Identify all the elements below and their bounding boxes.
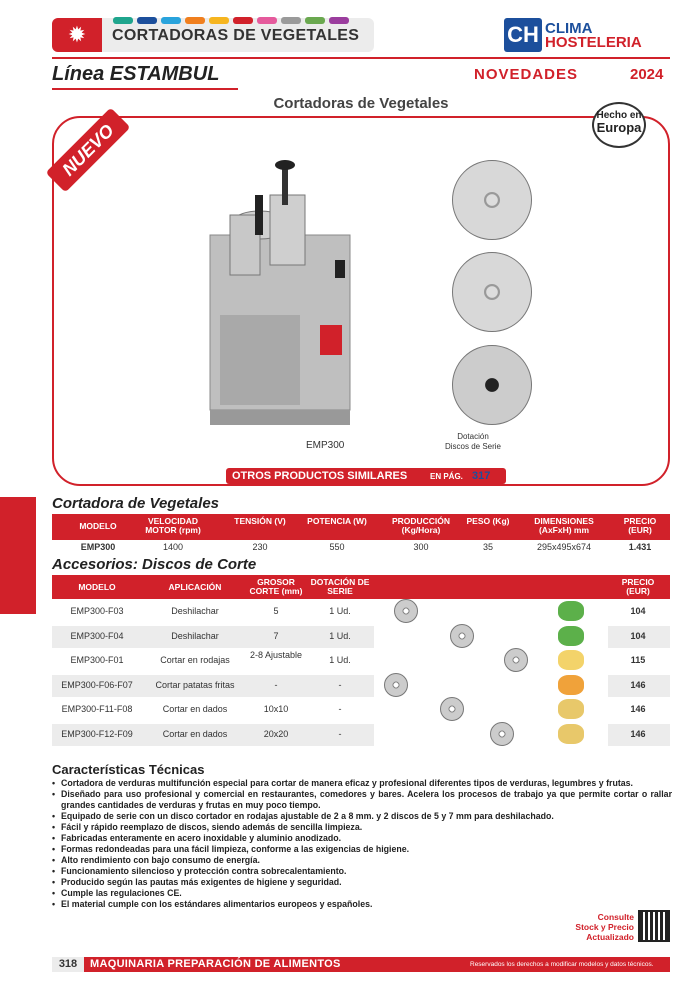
feature-item: • El material cumple con los estándares alimentarios europeos y españoles. — [52, 899, 672, 910]
feature-item: • Funcionamiento silencioso y protección contra sobrecalentamiento. — [52, 866, 672, 877]
color-swatch — [137, 17, 157, 24]
product-line-title: Línea ESTAMBUL — [52, 63, 220, 85]
color-swatch — [233, 17, 253, 24]
otros-productos-text: OTROS PRODUCTOS SIMILARES — [232, 470, 408, 482]
footer-rights: Reservados los derechos a modificar modelos y datos técnicos. — [470, 961, 654, 968]
disc-thumbnail — [504, 648, 528, 672]
disc-thumbnail — [394, 599, 418, 623]
th-precio: PRECIO (EUR) — [623, 516, 657, 535]
year-label: 2024 — [630, 66, 664, 83]
table-cell: - — [274, 680, 278, 690]
th-aplicacion: APLICACIÓN — [168, 582, 222, 592]
table-cell: 5 — [273, 606, 279, 616]
table-cell: 10x10 — [263, 704, 289, 714]
category-title: CORTADORAS DE VEGETALES — [112, 27, 360, 44]
table-cell: 104 — [630, 631, 646, 641]
cell: 300 — [413, 542, 429, 552]
th-modelo: MODELO — [79, 521, 117, 531]
dotacion-line: Discos de Serie — [444, 442, 502, 451]
table-cell: 146 — [630, 704, 646, 714]
cell: 230 — [252, 542, 268, 552]
cell: 35 — [482, 542, 493, 552]
otros-page-link[interactable]: 317 — [472, 470, 491, 482]
th-peso: PESO (Kg) — [466, 516, 510, 526]
table-cell: Cortar patatas fritas — [155, 680, 235, 690]
footer-title: MAQUINARIA PREPARACIÓN DE ALIMENTOS — [90, 958, 341, 970]
table-cell: 1 Ud. — [329, 606, 351, 616]
dotacion-line: Dotación — [457, 432, 489, 441]
consulte-line: Stock y Precio — [575, 922, 634, 932]
feature-item: • Alto rendimiento con bajo consumo de energía. — [52, 855, 672, 866]
brand-name-line2: HOSTELERIA — [545, 34, 642, 51]
th-grosor: GROSOR CORTE (mm) — [249, 577, 303, 596]
vegetable-image — [558, 675, 584, 695]
table-cell: 115 — [630, 655, 646, 665]
color-swatch — [113, 17, 133, 24]
page-subtitle: Cortadoras de Vegetales — [273, 95, 449, 112]
table1-title: Cortadora de Vegetales — [52, 495, 219, 512]
th-precio: PRECIO (EUR) — [621, 577, 655, 596]
feature-item: • Cortadora de verduras multifunción especial para cortar de manera eficaz y profesional diferentes tipos de verduras, legumbres y frutas. — [52, 778, 672, 789]
table-cell: Cortar en dados — [162, 704, 228, 714]
color-swatch — [257, 17, 277, 24]
th-potencia: POTENCIA (W) — [307, 516, 367, 526]
side-tab — [0, 497, 36, 614]
th-tension: TENSIÓN (V) — [234, 516, 286, 526]
color-swatches — [113, 17, 349, 24]
feature-item: • Cumple las regulaciones CE. — [52, 888, 672, 899]
table-cell: Cortar en rodajas — [160, 655, 230, 665]
disc-image — [452, 252, 532, 332]
th-modelo: MODELO — [78, 582, 116, 592]
dotacion-label — [440, 432, 506, 452]
th-velocidad: VELOCIDAD MOTOR (rpm) — [145, 516, 201, 535]
cell: 1400 — [162, 542, 184, 552]
disc-image — [452, 160, 532, 240]
vegetable-image — [558, 626, 584, 646]
th-dotacion: DOTACIÓN DE SERIE — [310, 577, 370, 596]
table-cell: EMP300-F11-F08 — [61, 704, 133, 714]
product-frame — [52, 116, 670, 486]
cell: 550 — [329, 542, 345, 552]
novedades-label: NOVEDADES — [474, 66, 579, 83]
brand-name-line1: CLIMA — [545, 20, 593, 37]
disc-image — [452, 345, 532, 425]
color-swatch — [161, 17, 181, 24]
table-cell: 1 Ud. — [329, 655, 351, 665]
consulte-link[interactable] — [560, 912, 634, 942]
table-cell: - — [338, 680, 342, 690]
consulte-line: Actualizado — [586, 932, 634, 942]
table-cell: 146 — [630, 680, 646, 690]
vegetable-image — [558, 699, 584, 719]
color-swatch — [305, 17, 325, 24]
gear-icon: ✹ — [52, 18, 102, 52]
divider — [52, 57, 670, 59]
th-dimensiones: DIMENSIONES (AxFxH) mm — [534, 516, 594, 535]
color-swatch — [281, 17, 301, 24]
table-cell: Deshilachar — [171, 606, 219, 616]
qr-code-icon[interactable] — [638, 910, 670, 942]
cell: 295x495x674 — [536, 542, 592, 552]
table-cell: 104 — [630, 606, 646, 616]
product-model-label: EMP300 — [306, 440, 345, 451]
brand-logo-icon: CH — [504, 18, 542, 52]
table-cell: 1 Ud. — [329, 631, 351, 641]
table-cell: EMP300-F12-F09 — [61, 729, 133, 739]
color-swatch — [185, 17, 205, 24]
feature-item: • Equipado de serie con un disco cortador en rodajas ajustable de 2 a 8 mm. y 2 discos de 5 y 7 mm para deshilachado. — [52, 811, 672, 822]
table-cell: 2-8 Ajustable — [249, 650, 303, 660]
table-cell: 7 — [273, 631, 279, 641]
disc-thumbnail — [440, 697, 464, 721]
vegetable-image — [558, 650, 584, 670]
cell: 1.431 — [628, 542, 652, 552]
feature-item: • Producido según las pautas más exigentes de higiene y seguridad. — [52, 877, 672, 888]
consulte-line: Consulte — [597, 912, 634, 922]
features-list — [52, 778, 672, 910]
table-cell: 20x20 — [263, 729, 289, 739]
otros-en-label: EN PÁG. — [430, 472, 463, 481]
table-cell: - — [338, 729, 342, 739]
table-cell: Deshilachar — [171, 631, 219, 641]
feature-item: • Fácil y rápido reemplazo de discos, siendo además de sencilla limpieza. — [52, 822, 672, 833]
disc-thumbnail — [384, 673, 408, 697]
table-cell: EMP300-F01 — [70, 655, 124, 665]
table-cell: EMP300-F06-F07 — [61, 680, 133, 690]
disc-thumbnail — [490, 722, 514, 746]
nuevo-badge: NUEVO — [46, 108, 131, 193]
machine-image — [200, 155, 360, 445]
hecho-en-europa-badge — [592, 102, 646, 148]
feature-item: • Fabricadas enteramente en acero inoxidable y aluminio anodizado. — [52, 833, 672, 844]
caracteristicas-title: Características Técnicas — [52, 762, 205, 777]
badge-line: Hecho en — [596, 110, 642, 121]
table-cell: 146 — [630, 729, 646, 739]
table-cell: EMP300-F04 — [70, 631, 124, 641]
th-produccion: PRODUCCIÓN (Kg/Hora) — [391, 516, 451, 535]
table2-title: Accesorios: Discos de Corte — [52, 556, 257, 573]
vegetable-image — [558, 724, 584, 744]
disc-thumbnail — [450, 624, 474, 648]
table-cell: Cortar en dados — [162, 729, 228, 739]
badge-line: Europa — [596, 120, 642, 135]
vegetable-image — [558, 601, 584, 621]
divider — [52, 88, 238, 90]
feature-item: • Diseñado para uso profesional y comercial en restaurantes, comedores y bares. Acelera los procesos de trabajo ya que permite cortar o rallar grandes cantidades de verduras y frutas en muy poco tiempo. — [52, 789, 672, 811]
table-cell: EMP300-F03 — [70, 606, 124, 616]
cell: EMP300 — [80, 542, 116, 552]
color-swatch — [209, 17, 229, 24]
table-cell: - — [338, 704, 342, 714]
page-number: 318 — [52, 957, 84, 972]
feature-item: • Formas redondeadas para una fácil limpieza, conforme a las exigencias de higiene. — [52, 844, 672, 855]
color-swatch — [329, 17, 349, 24]
